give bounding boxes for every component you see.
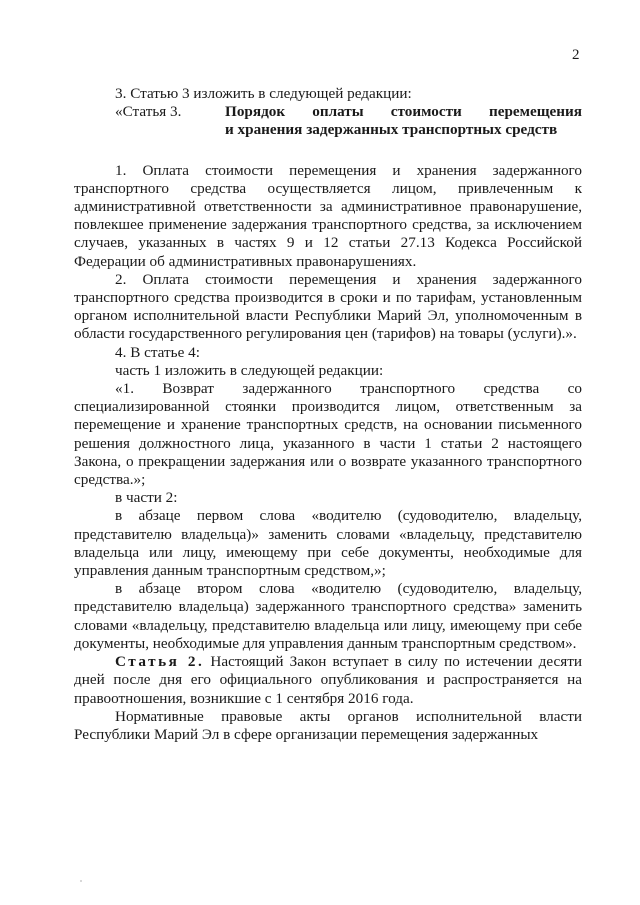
part-2-abzac-1: в абзаце первом слова «водителю (судоводителю, владельцу, представителю владельца)» заменить словами «владельцу, представителю владельца или лицу, имеющему при себе документы, необходимые для управления данным транспортным средством,»; [74,507,582,580]
part-2-abzac-2: в абзаце втором слова «водителю (судоводителю, владельцу, представителю владельца) задержанного транспортного средства» заменить словами «владельцу, представителю владельца или лицу, имеющему при себе документы, необходимые для управления данным транспортным средством». [74,580,582,652]
item-3-intro: 3. Статью 3 изложить в следующей редакции: [115,85,412,102]
final-paragraph: Нормативные правовые акты органов исполнительной власти Республики Марий Эл в сфере организации перемещения задержанных [74,707,582,743]
item-4-intro: 4. В статье 4: [115,343,200,361]
document-body [74,85,582,744]
part-1-text: «1. Возврат задержанного транспортного средства со специализированной стоянки производится лицом, ответственным за перемещение и хранение транспортных средств, на основании письменного решения должностного лица, указанного в части 1 статьи 2 настоящего Закона, о прекращении задержания или о возврате указанного транспортного средства.»; [74,380,582,489]
part-2-intro: в части 2: [115,489,178,507]
part-1-intro: часть 1 изложить в следующей редакции: [115,361,384,379]
article-3-label: «Статья 3. [115,103,182,121]
article-3-paragraph-2: 2. Оплата стоимости перемещения и хранения задержанного транспортного средства производится в сроки и по тарифам, установленным органом исполнительной власти Республики Марий Эл, уполномоченным в области государственного регулирования цен (тарифов) на товары (услуги).». [74,270,582,343]
article-3-title-line2: и хранения задержанных транспортных средств [225,121,558,139]
article-3-paragraph-1: 1. Оплата стоимости перемещения и хранения задержанного транспортного средства осуществляется лицом, привлеченным к административной ответственности за административное правонарушение, повлекшее применение задержания транспортного средства, за исключением случаев, указанных в частях 9 и 12 статьи 27.13 Кодекса Российской Федерации об административных правонарушениях. [74,161,582,270]
article-2-label: Статья 2. [115,653,205,671]
scan-speck [80,880,82,882]
page-number: 2 [572,47,580,63]
article-2-text: Настоящий Закон вступает в силу по истечении десяти дней после дня его официального опубликования и распространяется на правоотношения, возникшие с 1 сентября 2016 года. [74,653,582,707]
article-3-heading [74,103,582,121]
article-3-title-line1: Порядок оплаты стоимости перемещения [225,103,582,121]
article-2-paragraph [74,653,582,708]
